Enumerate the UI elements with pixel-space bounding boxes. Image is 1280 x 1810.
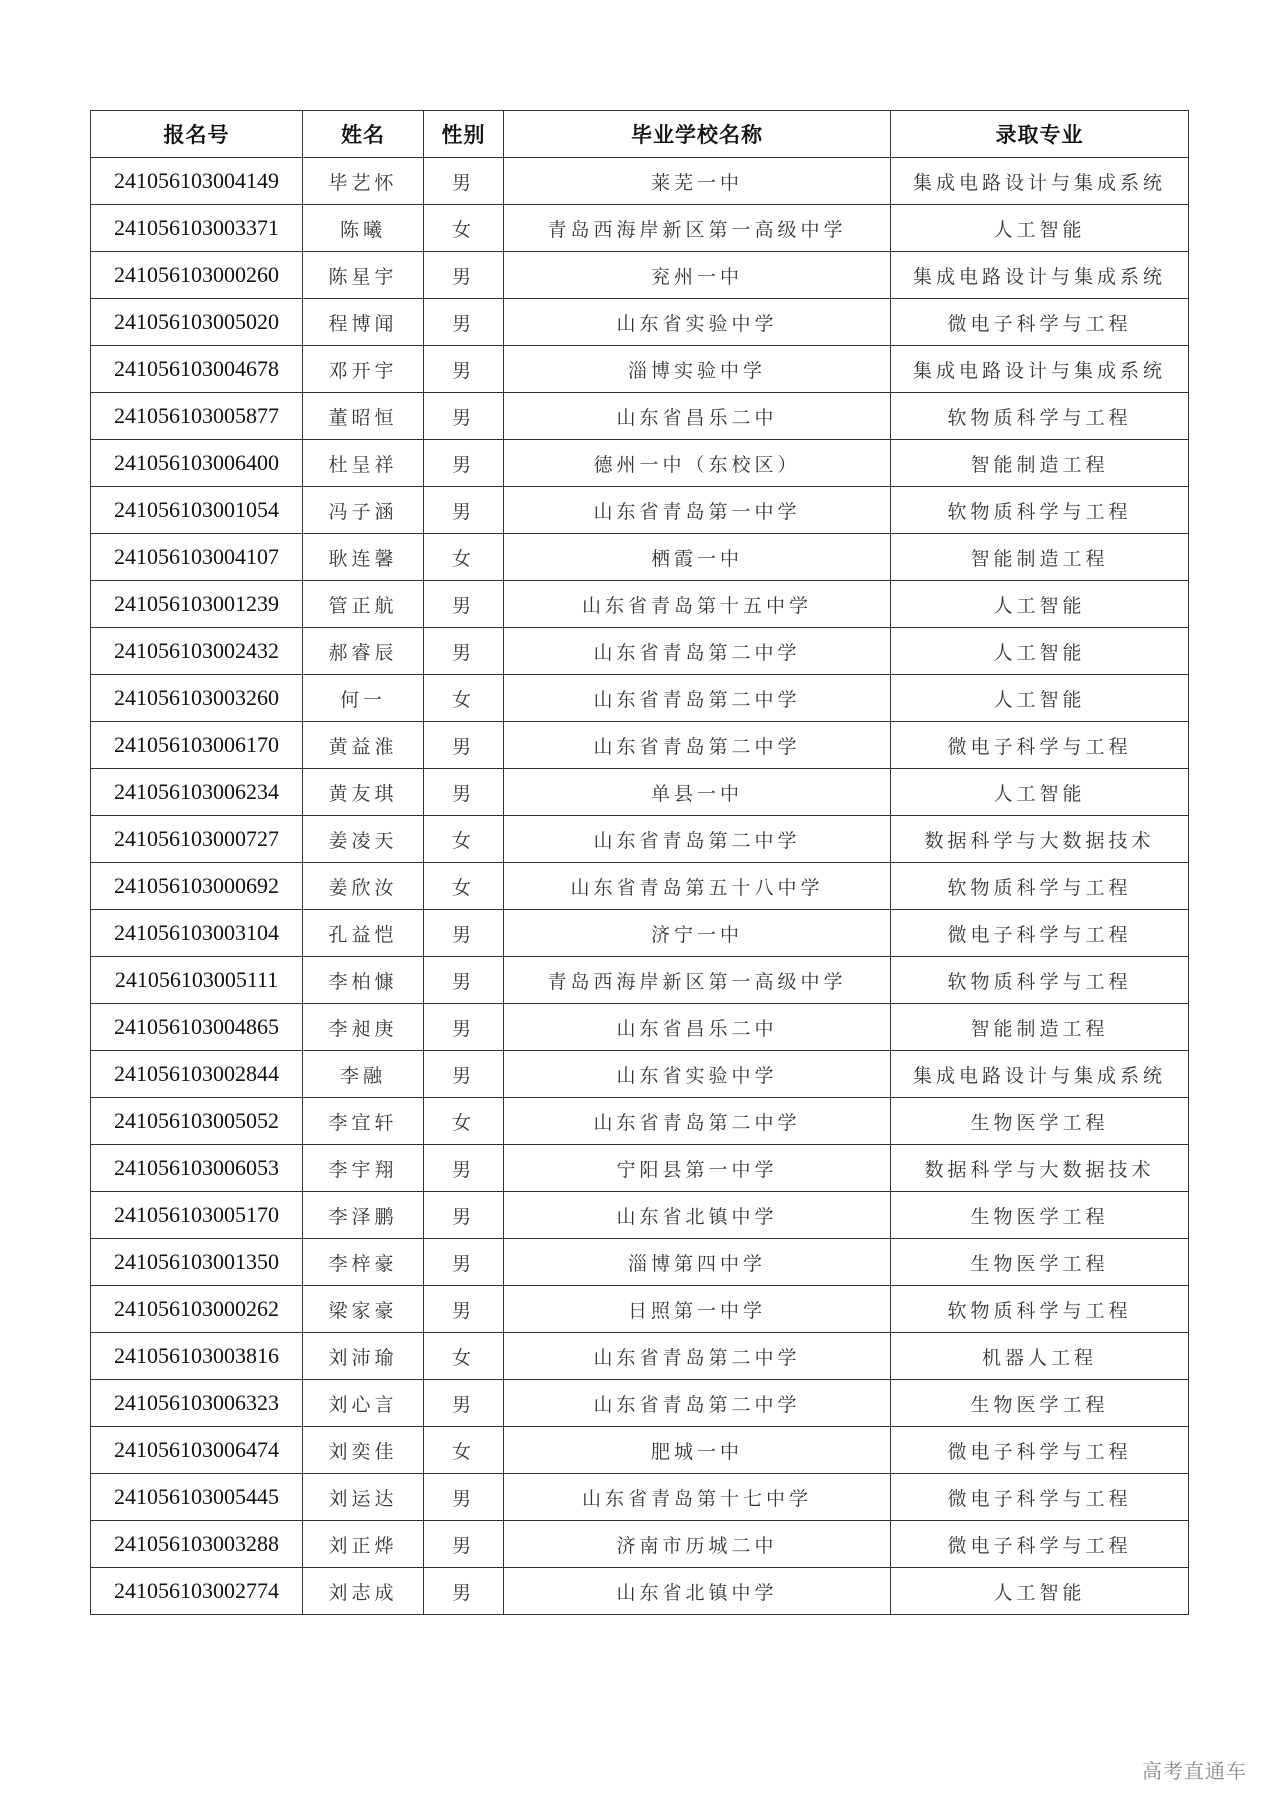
table-row <box>91 722 1189 769</box>
major-cell: 人工智能 <box>891 1568 1189 1615</box>
name-cell: 刘运达 <box>303 1474 424 1521</box>
gender-cell: 男 <box>424 487 504 534</box>
name-cell: 孔益恺 <box>303 910 424 957</box>
major-cell: 人工智能 <box>891 769 1189 816</box>
name-cell: 李泽鹏 <box>303 1192 424 1239</box>
registration-number-cell: 241056103003288 <box>91 1521 303 1568</box>
school-cell: 栖霞一中 <box>504 534 891 581</box>
gender-cell: 男 <box>424 910 504 957</box>
registration-number-cell: 241056103005052 <box>91 1098 303 1145</box>
gender-cell: 男 <box>424 1286 504 1333</box>
gender-cell: 男 <box>424 1145 504 1192</box>
school-cell: 济宁一中 <box>504 910 891 957</box>
name-cell: 刘奕佳 <box>303 1427 424 1474</box>
registration-number-cell: 241056103001239 <box>91 581 303 628</box>
table-row <box>91 1098 1189 1145</box>
school-cell: 山东省青岛第十五中学 <box>504 581 891 628</box>
table-row <box>91 1380 1189 1427</box>
major-cell: 生物医学工程 <box>891 1380 1189 1427</box>
watermark-text: 高考直通车 <box>1142 1759 1247 1783</box>
name-cell: 耿连馨 <box>303 534 424 581</box>
registration-number-cell: 241056103006170 <box>91 722 303 769</box>
header-registration-number: 报名号 <box>91 111 303 158</box>
major-cell: 集成电路设计与集成系统 <box>891 252 1189 299</box>
school-cell: 青岛西海岸新区第一高级中学 <box>504 205 891 252</box>
table-row <box>91 816 1189 863</box>
school-cell: 山东省北镇中学 <box>504 1568 891 1615</box>
gender-cell: 女 <box>424 1098 504 1145</box>
registration-number-cell: 241056103005877 <box>91 393 303 440</box>
registration-number-cell: 241056103003104 <box>91 910 303 957</box>
table-row <box>91 957 1189 1004</box>
registration-number-cell: 241056103000260 <box>91 252 303 299</box>
registration-number-cell: 241056103003260 <box>91 675 303 722</box>
major-cell: 软物质科学与工程 <box>891 393 1189 440</box>
name-cell: 杜呈祥 <box>303 440 424 487</box>
table-row <box>91 1192 1189 1239</box>
major-cell: 微电子科学与工程 <box>891 910 1189 957</box>
table-row <box>91 863 1189 910</box>
major-cell: 智能制造工程 <box>891 1004 1189 1051</box>
school-cell: 淄博第四中学 <box>504 1239 891 1286</box>
registration-number-cell: 241056103005020 <box>91 299 303 346</box>
registration-number-cell: 241056103004107 <box>91 534 303 581</box>
registration-number-cell: 241056103006053 <box>91 1145 303 1192</box>
major-cell: 人工智能 <box>891 205 1189 252</box>
registration-number-cell: 241056103002844 <box>91 1051 303 1098</box>
school-cell: 山东省青岛第二中学 <box>504 628 891 675</box>
gender-cell: 男 <box>424 393 504 440</box>
school-cell: 山东省青岛第二中学 <box>504 1098 891 1145</box>
registration-number-cell: 241056103000692 <box>91 863 303 910</box>
table-row <box>91 1239 1189 1286</box>
table-row <box>91 1521 1189 1568</box>
school-cell: 山东省北镇中学 <box>504 1192 891 1239</box>
name-cell: 李宇翔 <box>303 1145 424 1192</box>
gender-cell: 男 <box>424 769 504 816</box>
name-cell: 黄益淮 <box>303 722 424 769</box>
school-cell: 山东省青岛第二中学 <box>504 816 891 863</box>
school-cell: 日照第一中学 <box>504 1286 891 1333</box>
gender-cell: 男 <box>424 299 504 346</box>
school-cell: 青岛西海岸新区第一高级中学 <box>504 957 891 1004</box>
table-row <box>91 299 1189 346</box>
table-row <box>91 1427 1189 1474</box>
school-cell: 德州一中（东校区） <box>504 440 891 487</box>
table-row <box>91 675 1189 722</box>
registration-number-cell: 241056103006234 <box>91 769 303 816</box>
major-cell: 智能制造工程 <box>891 440 1189 487</box>
table-row <box>91 534 1189 581</box>
name-cell: 冯子涵 <box>303 487 424 534</box>
major-cell: 人工智能 <box>891 581 1189 628</box>
gender-cell: 男 <box>424 1521 504 1568</box>
registration-number-cell: 241056103002432 <box>91 628 303 675</box>
table-row <box>91 487 1189 534</box>
table-row <box>91 769 1189 816</box>
name-cell: 刘心言 <box>303 1380 424 1427</box>
school-cell: 山东省青岛第二中学 <box>504 722 891 769</box>
major-cell: 生物医学工程 <box>891 1098 1189 1145</box>
name-cell: 毕艺怀 <box>303 158 424 205</box>
table-row <box>91 252 1189 299</box>
table-header-row <box>91 111 1189 158</box>
registration-number-cell: 241056103004865 <box>91 1004 303 1051</box>
gender-cell: 男 <box>424 1239 504 1286</box>
name-cell: 姜欣汝 <box>303 863 424 910</box>
gender-cell: 男 <box>424 581 504 628</box>
school-cell: 单县一中 <box>504 769 891 816</box>
name-cell: 李柏慷 <box>303 957 424 1004</box>
name-cell: 梁家豪 <box>303 1286 424 1333</box>
major-cell: 软物质科学与工程 <box>891 1286 1189 1333</box>
registration-number-cell: 241056103005170 <box>91 1192 303 1239</box>
registration-number-cell: 241056103003816 <box>91 1333 303 1380</box>
name-cell: 管正航 <box>303 581 424 628</box>
major-cell: 软物质科学与工程 <box>891 487 1189 534</box>
school-cell: 山东省青岛第五十八中学 <box>504 863 891 910</box>
gender-cell: 男 <box>424 1474 504 1521</box>
school-cell: 山东省青岛第二中学 <box>504 675 891 722</box>
registration-number-cell: 241056103002774 <box>91 1568 303 1615</box>
gender-cell: 男 <box>424 252 504 299</box>
table-row <box>91 1474 1189 1521</box>
table-row <box>91 1333 1189 1380</box>
school-cell: 淄博实验中学 <box>504 346 891 393</box>
registration-number-cell: 241056103000727 <box>91 816 303 863</box>
name-cell: 董昭恒 <box>303 393 424 440</box>
registration-number-cell: 241056103000262 <box>91 1286 303 1333</box>
name-cell: 邓开宇 <box>303 346 424 393</box>
name-cell: 陈星宇 <box>303 252 424 299</box>
registration-number-cell: 241056103005445 <box>91 1474 303 1521</box>
major-cell: 智能制造工程 <box>891 534 1189 581</box>
gender-cell: 男 <box>424 1051 504 1098</box>
registration-number-cell: 241056103006323 <box>91 1380 303 1427</box>
major-cell: 数据科学与大数据技术 <box>891 816 1189 863</box>
major-cell: 微电子科学与工程 <box>891 299 1189 346</box>
name-cell: 李昶庚 <box>303 1004 424 1051</box>
table-row <box>91 440 1189 487</box>
major-cell: 集成电路设计与集成系统 <box>891 1051 1189 1098</box>
name-cell: 刘志成 <box>303 1568 424 1615</box>
table-row <box>91 1568 1189 1615</box>
table-row <box>91 910 1189 957</box>
gender-cell: 男 <box>424 346 504 393</box>
major-cell: 机器人工程 <box>891 1333 1189 1380</box>
table-row <box>91 1145 1189 1192</box>
school-cell: 宁阳县第一中学 <box>504 1145 891 1192</box>
name-cell: 刘正烨 <box>303 1521 424 1568</box>
name-cell: 李宜轩 <box>303 1098 424 1145</box>
major-cell: 微电子科学与工程 <box>891 1474 1189 1521</box>
major-cell: 数据科学与大数据技术 <box>891 1145 1189 1192</box>
table-row <box>91 628 1189 675</box>
name-cell: 刘沛瑜 <box>303 1333 424 1380</box>
table-row <box>91 158 1189 205</box>
gender-cell: 女 <box>424 205 504 252</box>
name-cell: 郝睿辰 <box>303 628 424 675</box>
major-cell: 微电子科学与工程 <box>891 1427 1189 1474</box>
major-cell: 人工智能 <box>891 628 1189 675</box>
registration-number-cell: 241056103004678 <box>91 346 303 393</box>
gender-cell: 男 <box>424 1004 504 1051</box>
table-row <box>91 393 1189 440</box>
gender-cell: 男 <box>424 957 504 1004</box>
school-cell: 山东省实验中学 <box>504 1051 891 1098</box>
major-cell: 生物医学工程 <box>891 1239 1189 1286</box>
school-cell: 山东省昌乐二中 <box>504 393 891 440</box>
gender-cell: 女 <box>424 816 504 863</box>
table-row <box>91 1051 1189 1098</box>
gender-cell: 女 <box>424 534 504 581</box>
gender-cell: 女 <box>424 1333 504 1380</box>
school-cell: 山东省青岛第十七中学 <box>504 1474 891 1521</box>
table-body <box>91 158 1189 1615</box>
registration-number-cell: 241056103001350 <box>91 1239 303 1286</box>
major-cell: 集成电路设计与集成系统 <box>891 158 1189 205</box>
school-cell: 莱芜一中 <box>504 158 891 205</box>
school-cell: 济南市历城二中 <box>504 1521 891 1568</box>
registration-number-cell: 241056103001054 <box>91 487 303 534</box>
name-cell: 李梓豪 <box>303 1239 424 1286</box>
table-row <box>91 205 1189 252</box>
gender-cell: 男 <box>424 1192 504 1239</box>
gender-cell: 女 <box>424 1427 504 1474</box>
major-cell: 人工智能 <box>891 675 1189 722</box>
gender-cell: 女 <box>424 675 504 722</box>
header-name: 姓名 <box>303 111 424 158</box>
school-cell: 山东省青岛第一中学 <box>504 487 891 534</box>
major-cell: 软物质科学与工程 <box>891 863 1189 910</box>
gender-cell: 男 <box>424 158 504 205</box>
gender-cell: 男 <box>424 628 504 675</box>
major-cell: 生物医学工程 <box>891 1192 1189 1239</box>
table-row <box>91 1286 1189 1333</box>
school-cell: 山东省青岛第二中学 <box>504 1333 891 1380</box>
major-cell: 微电子科学与工程 <box>891 1521 1189 1568</box>
header-major: 录取专业 <box>891 111 1189 158</box>
table-row <box>91 581 1189 628</box>
school-cell: 肥城一中 <box>504 1427 891 1474</box>
registration-number-cell: 241056103004149 <box>91 158 303 205</box>
name-cell: 陈曦 <box>303 205 424 252</box>
header-school: 毕业学校名称 <box>504 111 891 158</box>
major-cell: 微电子科学与工程 <box>891 722 1189 769</box>
registration-number-cell: 241056103006474 <box>91 1427 303 1474</box>
name-cell: 何一 <box>303 675 424 722</box>
school-cell: 兖州一中 <box>504 252 891 299</box>
name-cell: 姜凌天 <box>303 816 424 863</box>
admission-table <box>90 110 1189 1615</box>
gender-cell: 男 <box>424 722 504 769</box>
name-cell: 李融 <box>303 1051 424 1098</box>
registration-number-cell: 241056103003371 <box>91 205 303 252</box>
gender-cell: 男 <box>424 440 504 487</box>
name-cell: 黄友琪 <box>303 769 424 816</box>
table-row <box>91 1004 1189 1051</box>
major-cell: 集成电路设计与集成系统 <box>891 346 1189 393</box>
gender-cell: 女 <box>424 863 504 910</box>
name-cell: 程博闻 <box>303 299 424 346</box>
school-cell: 山东省昌乐二中 <box>504 1004 891 1051</box>
major-cell: 软物质科学与工程 <box>891 957 1189 1004</box>
header-gender: 性别 <box>424 111 504 158</box>
registration-number-cell: 241056103006400 <box>91 440 303 487</box>
gender-cell: 男 <box>424 1568 504 1615</box>
gender-cell: 男 <box>424 1380 504 1427</box>
table-row <box>91 346 1189 393</box>
school-cell: 山东省实验中学 <box>504 299 891 346</box>
registration-number-cell: 241056103005111 <box>91 957 303 1004</box>
school-cell: 山东省青岛第二中学 <box>504 1380 891 1427</box>
